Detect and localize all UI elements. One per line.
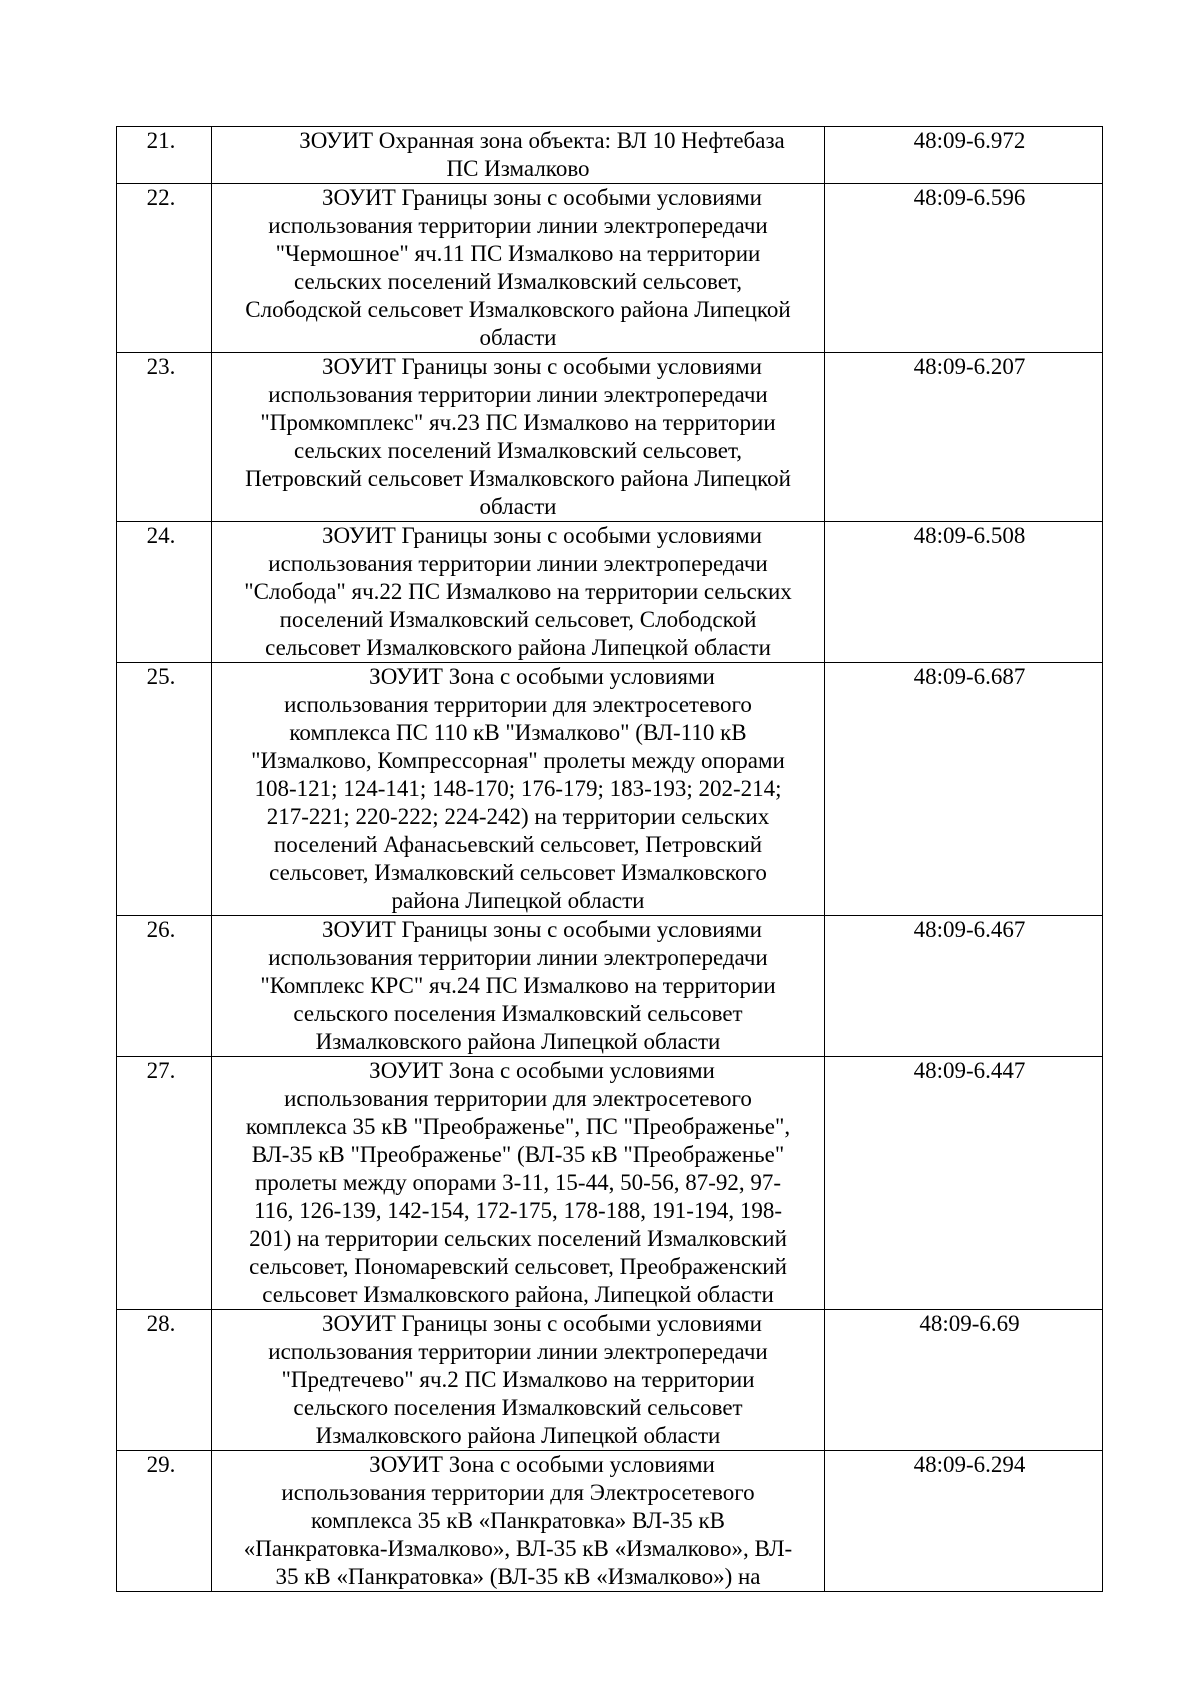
- zone-description: [212, 1451, 825, 1592]
- zone-description: [212, 663, 825, 916]
- description-line: использования территории линии электропередачи: [268, 1339, 768, 1364]
- table-body: [117, 127, 1103, 1592]
- row-number: 26.: [117, 916, 212, 1057]
- description-line: ЗОУИТ Границы зоны с особыми условиями: [322, 917, 762, 942]
- description-line: использования территории линии электропередачи: [268, 945, 768, 970]
- description-line: 201) на территории сельских поселений Измалковский: [249, 1226, 787, 1251]
- description-line: сельсовет, Измалковский сельсовет Измалковского: [269, 860, 767, 885]
- zone-description: [212, 916, 825, 1057]
- description-line: ЗОУИТ Границы зоны с особыми условиями: [322, 354, 762, 379]
- description-line: поселений Измалковский сельсовет, Слободской: [279, 607, 757, 632]
- description-line: комплекса 35 кВ «Панкратовка» ВЛ-35 кВ: [311, 1508, 725, 1533]
- description-line: использования территории для электросетевого: [284, 692, 752, 717]
- zone-description: [212, 522, 825, 663]
- description-line: Петровский сельсовет Измалковского района Липецкой: [245, 466, 791, 491]
- table-row: [117, 1057, 1103, 1310]
- description-line: ЗОУИТ Зона с особыми условиями: [369, 1058, 715, 1083]
- row-number: 21.: [117, 127, 212, 184]
- row-number: 27.: [117, 1057, 212, 1310]
- description-line: "Предтечево" яч.2 ПС Измалково на территории: [281, 1367, 755, 1392]
- description-line: 108-121; 124-141; 148-170; 176-179; 183-193; 202-214;: [254, 776, 782, 801]
- description-line: 35 кВ «Панкратовка» (ВЛ-35 кВ «Измалково») на: [275, 1564, 761, 1589]
- description-line: ЗОУИТ Границы зоны с особыми условиями: [322, 523, 762, 548]
- description-line: области: [479, 325, 557, 350]
- description-line: Измалковского района Липецкой области: [315, 1029, 721, 1054]
- description-line: сельских поселений Измалковский сельсовет,: [293, 269, 743, 294]
- registry-code: 48:09-6.69: [825, 1310, 1103, 1451]
- description-line: Измалковского района Липецкой области: [315, 1423, 721, 1448]
- description-line: Слободской сельсовет Измалковского района Липецкой: [245, 297, 791, 322]
- description-line: использования территории линии электропередачи: [268, 213, 768, 238]
- description-line: ЗОУИТ Зона с особыми условиями: [369, 664, 715, 689]
- row-number: 24.: [117, 522, 212, 663]
- description-line: 116, 126-139, 142-154, 172-175, 178-188, 191-194, 198-: [253, 1198, 783, 1223]
- description-line: комплекса 35 кВ "Преображенье", ПС "Преображенье",: [245, 1114, 791, 1139]
- row-number: 29.: [117, 1451, 212, 1592]
- registry-code: 48:09-6.687: [825, 663, 1103, 916]
- description-line: «Панкратовка-Измалково», ВЛ-35 кВ «Измалково», ВЛ-: [243, 1536, 793, 1561]
- description-line: сельсовет Измалковского района Липецкой области: [265, 635, 771, 660]
- description-line: использования территории линии электропередачи: [268, 382, 768, 407]
- row-number: 22.: [117, 184, 212, 353]
- description-line: ВЛ-35 кВ "Преображенье" (ВЛ-35 кВ "Преображенье": [251, 1142, 785, 1167]
- table-row: [117, 522, 1103, 663]
- description-line: сельского поселения Измалковский сельсовет: [293, 1001, 743, 1026]
- registry-code: 48:09-6.447: [825, 1057, 1103, 1310]
- registry-code: 48:09-6.972: [825, 127, 1103, 184]
- zone-description: [212, 353, 825, 522]
- description-line: "Чермошное" яч.11 ПС Измалково на территории: [275, 241, 761, 266]
- table-row: [117, 1310, 1103, 1451]
- registry-code: 48:09-6.596: [825, 184, 1103, 353]
- table-row: [117, 353, 1103, 522]
- description-line: 217-221; 220-222; 224-242) на территории сельских: [266, 804, 770, 829]
- description-line: ПС Измалково: [446, 156, 590, 181]
- description-line: использования территории для Электросетевого: [281, 1480, 755, 1505]
- description-line: "Промкомплекс" яч.23 ПС Измалково на территории: [260, 410, 776, 435]
- zone-description: [212, 1310, 825, 1451]
- description-line: сельского поселения Измалковский сельсовет: [293, 1395, 743, 1420]
- registry-code: 48:09-6.207: [825, 353, 1103, 522]
- description-line: ЗОУИТ Границы зоны с особыми условиями: [322, 1311, 762, 1336]
- description-line: ЗОУИТ Охранная зона объекта: ВЛ 10 Нефтебаза: [299, 128, 785, 153]
- description-line: области: [479, 494, 557, 519]
- description-line: сельских поселений Измалковский сельсовет,: [293, 438, 743, 463]
- table-row: [117, 127, 1103, 184]
- description-line: пролеты между опорами 3-11, 15-44, 50-56, 87-92, 97-: [254, 1170, 782, 1195]
- description-line: района Липецкой области: [391, 888, 645, 913]
- description-line: ЗОУИТ Зона с особыми условиями: [369, 1452, 715, 1477]
- table-row: [117, 1451, 1103, 1592]
- description-line: ЗОУИТ Границы зоны с особыми условиями: [322, 185, 762, 210]
- zone-description: [212, 1057, 825, 1310]
- description-line: поселений Афанасьевский сельсовет, Петровский: [273, 832, 763, 857]
- description-line: "Комплекс КРС" яч.24 ПС Измалково на территории: [260, 973, 776, 998]
- zone-description: [212, 127, 825, 184]
- description-line: комплекса ПС 110 кВ "Измалково" (ВЛ-110 кВ: [289, 720, 747, 745]
- row-number: 25.: [117, 663, 212, 916]
- zone-description: [212, 184, 825, 353]
- description-line: "Измалково, Компрессорная" пролеты между опорами: [251, 748, 785, 773]
- description-line: использования территории для электросетевого: [284, 1086, 752, 1111]
- description-line: использования территории линии электропередачи: [268, 551, 768, 576]
- table-row: [117, 184, 1103, 353]
- registry-code: 48:09-6.508: [825, 522, 1103, 663]
- registry-code: 48:09-6.294: [825, 1451, 1103, 1592]
- description-line: сельсовет Измалковского района, Липецкой области: [262, 1282, 774, 1307]
- row-number: 28.: [117, 1310, 212, 1451]
- registry-code: 48:09-6.467: [825, 916, 1103, 1057]
- description-line: сельсовет, Пономаревский сельсовет, Преображенский: [249, 1254, 787, 1279]
- zouit-registry-table: [116, 126, 1103, 1592]
- description-line: "Слобода" яч.22 ПС Измалково на территории сельских: [244, 579, 792, 604]
- row-number: 23.: [117, 353, 212, 522]
- table-row: [117, 663, 1103, 916]
- table-row: [117, 916, 1103, 1057]
